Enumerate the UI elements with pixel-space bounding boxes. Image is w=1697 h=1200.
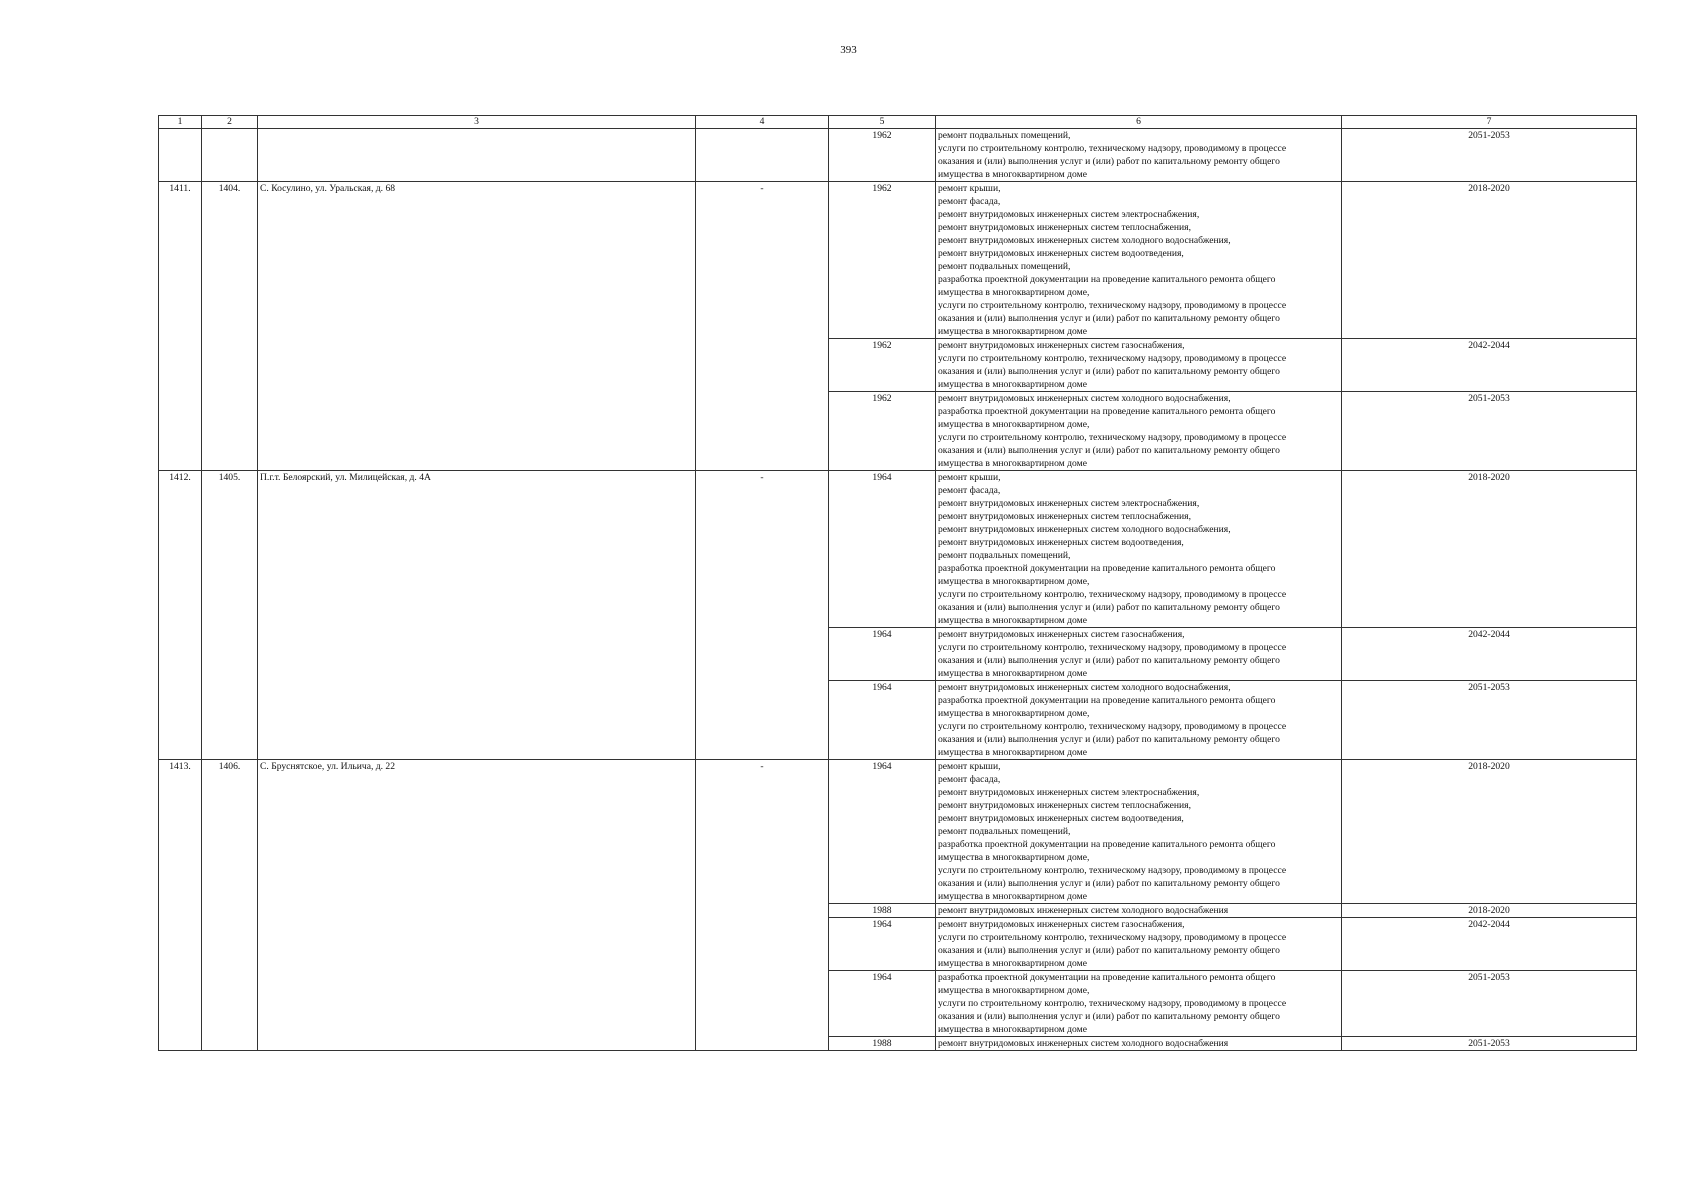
work-item: имущества в многоквартирном доме xyxy=(938,747,1087,758)
works-cell xyxy=(936,392,1342,471)
work-item: разработка проектной документации на проведение капитального ремонта общего xyxy=(938,563,1276,574)
column-header: 1 xyxy=(159,116,202,129)
period-cell: 2042-2044 xyxy=(1342,918,1637,971)
work-item: оказания и (или) выполнения услуг и (или) работ по капитальному ремонту общего xyxy=(938,366,1280,377)
year-cell: 1964 xyxy=(829,760,936,904)
column-4-cell: - xyxy=(696,182,829,471)
year-cell: 1988 xyxy=(829,904,936,918)
work-item: ремонт подвальных помещений, xyxy=(938,826,1071,837)
year-cell: 1964 xyxy=(829,918,936,971)
year-cell: 1964 xyxy=(829,628,936,681)
column-header: 7 xyxy=(1342,116,1637,129)
works-cell xyxy=(936,628,1342,681)
work-item: имущества в многоквартирном доме, xyxy=(938,419,1090,430)
works-cell xyxy=(936,1037,1342,1051)
address-cell: С. Бруснятское, ул. Ильича, д. 22 xyxy=(258,760,696,1051)
row-number-cell: 1413. xyxy=(159,760,202,1051)
works-cell xyxy=(936,129,1342,182)
works-cell xyxy=(936,339,1342,392)
column-4-cell: - xyxy=(696,760,829,1051)
work-item: оказания и (или) выполнения услуг и (или) работ по капитальному ремонту общего xyxy=(938,734,1280,745)
object-id-cell: 1404. xyxy=(202,182,258,471)
work-item: имущества в многоквартирном доме xyxy=(938,668,1087,679)
work-item: разработка проектной документации на проведение капитального ремонта общего xyxy=(938,274,1276,285)
work-item: имущества в многоквартирном доме, xyxy=(938,287,1090,298)
work-item: ремонт внутридомовых инженерных систем теплоснабжения, xyxy=(938,800,1191,811)
work-item: ремонт внутридомовых инженерных систем газоснабжения, xyxy=(938,340,1185,351)
column-header: 6 xyxy=(936,116,1342,129)
year-cell: 1962 xyxy=(829,339,936,392)
work-item: оказания и (или) выполнения услуг и (или) работ по капитальному ремонту общего xyxy=(938,313,1280,324)
row-number-cell: 1411. xyxy=(159,182,202,471)
year-cell: 1962 xyxy=(829,392,936,471)
row-number-cell xyxy=(159,129,202,182)
work-item: разработка проектной документации на проведение капитального ремонта общего xyxy=(938,972,1276,983)
year-cell: 1962 xyxy=(829,182,936,339)
works-cell xyxy=(936,971,1342,1037)
work-item: имущества в многоквартирном доме xyxy=(938,958,1087,969)
work-item: ремонт внутридомовых инженерных систем электроснабжения, xyxy=(938,209,1200,220)
work-item: услуги по строительному контролю, техническому надзору, проводимому в процессе xyxy=(938,865,1287,876)
work-item: услуги по строительному контролю, техническому надзору, проводимому в процессе xyxy=(938,721,1287,732)
year-cell: 1988 xyxy=(829,1037,936,1051)
work-item: имущества в многоквартирном доме xyxy=(938,326,1087,337)
work-item: оказания и (или) выполнения услуг и (или) работ по капитальному ремонту общего xyxy=(938,1011,1280,1022)
column-number-row xyxy=(159,116,1637,129)
object-id-cell: 1405. xyxy=(202,471,258,760)
period-cell: 2042-2044 xyxy=(1342,339,1637,392)
work-item: оказания и (или) выполнения услуг и (или) работ по капитальному ремонту общего xyxy=(938,445,1280,456)
work-item: оказания и (или) выполнения услуг и (или) работ по капитальному ремонту общего xyxy=(938,156,1280,167)
period-cell: 2018-2020 xyxy=(1342,471,1637,628)
work-item: имущества в многоквартирном доме, xyxy=(938,852,1090,863)
work-item: оказания и (или) выполнения услуг и (или) работ по капитальному ремонту общего xyxy=(938,602,1280,613)
year-cell: 1964 xyxy=(829,471,936,628)
work-item: услуги по строительному контролю, техническому надзору, проводимому в процессе xyxy=(938,300,1287,311)
row-number-cell: 1412. xyxy=(159,471,202,760)
works-cell xyxy=(936,681,1342,760)
work-item: ремонт внутридомовых инженерных систем электроснабжения, xyxy=(938,787,1200,798)
year-cell: 1962 xyxy=(829,129,936,182)
work-item: ремонт внутридомовых инженерных систем водоотведения, xyxy=(938,537,1184,548)
column-header: 3 xyxy=(258,116,696,129)
period-cell: 2051-2053 xyxy=(1342,392,1637,471)
period-cell: 2051-2053 xyxy=(1342,971,1637,1037)
period-cell: 2018-2020 xyxy=(1342,904,1637,918)
work-item: оказания и (или) выполнения услуг и (или) работ по капитальному ремонту общего xyxy=(938,878,1280,889)
work-item: ремонт фасада, xyxy=(938,485,1001,496)
work-item: имущества в многоквартирном доме xyxy=(938,458,1087,469)
work-item: ремонт внутридомовых инженерных систем холодного водоснабжения, xyxy=(938,524,1231,535)
work-item: ремонт крыши, xyxy=(938,183,1001,194)
work-item: имущества в многоквартирном доме, xyxy=(938,708,1090,719)
period-cell: 2018-2020 xyxy=(1342,182,1637,339)
table-row xyxy=(159,182,1637,339)
work-item: ремонт крыши, xyxy=(938,761,1001,772)
work-item: ремонт крыши, xyxy=(938,472,1001,483)
work-item: ремонт подвальных помещений, xyxy=(938,261,1071,272)
work-item: услуги по строительному контролю, техническому надзору, проводимому в процессе xyxy=(938,589,1287,600)
work-item: ремонт фасада, xyxy=(938,196,1001,207)
work-item: услуги по строительному контролю, техническому надзору, проводимому в процессе xyxy=(938,642,1287,653)
column-4-cell xyxy=(696,129,829,182)
table-row xyxy=(159,760,1637,904)
page-number: 393 xyxy=(840,44,857,56)
work-item: ремонт фасада, xyxy=(938,774,1001,785)
work-item: ремонт внутридомовых инженерных систем холодного водоснабжения, xyxy=(938,393,1231,404)
period-cell: 2051-2053 xyxy=(1342,129,1637,182)
year-cell: 1964 xyxy=(829,681,936,760)
works-cell xyxy=(936,904,1342,918)
work-item: ремонт внутридомовых инженерных систем водоотведения, xyxy=(938,813,1184,824)
work-item: ремонт внутридомовых инженерных систем теплоснабжения, xyxy=(938,222,1191,233)
work-item: услуги по строительному контролю, техническому надзору, проводимому в процессе xyxy=(938,432,1287,443)
work-item: услуги по строительному контролю, техническому надзору, проводимому в процессе xyxy=(938,143,1287,154)
work-item: ремонт внутридомовых инженерных систем теплоснабжения, xyxy=(938,511,1191,522)
work-item: имущества в многоквартирном доме xyxy=(938,379,1087,390)
works-cell xyxy=(936,918,1342,971)
address-cell: П.г.т. Белоярский, ул. Милицейская, д. 4А xyxy=(258,471,696,760)
work-item: имущества в многоквартирном доме, xyxy=(938,985,1090,996)
work-item: ремонт внутридомовых инженерных систем газоснабжения, xyxy=(938,919,1185,930)
year-cell: 1964 xyxy=(829,971,936,1037)
work-item: услуги по строительному контролю, техническому надзору, проводимому в процессе xyxy=(938,932,1287,943)
works-cell xyxy=(936,471,1342,628)
work-item: услуги по строительному контролю, техническому надзору, проводимому в процессе xyxy=(938,353,1287,364)
work-item: имущества в многоквартирном доме xyxy=(938,169,1087,180)
column-header: 4 xyxy=(696,116,829,129)
capital-repair-table xyxy=(158,115,1637,1051)
work-item: разработка проектной документации на проведение капитального ремонта общего xyxy=(938,839,1276,850)
column-4-cell: - xyxy=(696,471,829,760)
object-id-cell xyxy=(202,129,258,182)
work-item: ремонт внутридомовых инженерных систем холодного водоснабжения xyxy=(938,905,1229,916)
address-cell xyxy=(258,129,696,182)
work-item: оказания и (или) выполнения услуг и (или) работ по капитальному ремонту общего xyxy=(938,655,1280,666)
work-item: услуги по строительному контролю, техническому надзору, проводимому в процессе xyxy=(938,998,1287,1009)
work-item: ремонт внутридомовых инженерных систем электроснабжения, xyxy=(938,498,1200,509)
works-cell xyxy=(936,182,1342,339)
work-item: ремонт внутридомовых инженерных систем холодного водоснабжения, xyxy=(938,235,1231,246)
work-item: имущества в многоквартирном доме xyxy=(938,1024,1087,1035)
object-id-cell: 1406. xyxy=(202,760,258,1051)
table-body xyxy=(159,129,1637,1051)
work-item: ремонт подвальных помещений, xyxy=(938,130,1071,141)
period-cell: 2018-2020 xyxy=(1342,760,1637,904)
table-row xyxy=(159,129,1637,182)
period-cell: 2042-2044 xyxy=(1342,628,1637,681)
works-cell xyxy=(936,760,1342,904)
work-item: имущества в многоквартирном доме, xyxy=(938,576,1090,587)
column-header: 2 xyxy=(202,116,258,129)
work-item: ремонт внутридомовых инженерных систем газоснабжения, xyxy=(938,629,1185,640)
work-item: имущества в многоквартирном доме xyxy=(938,891,1087,902)
work-item: ремонт внутридомовых инженерных систем холодного водоснабжения, xyxy=(938,682,1231,693)
work-item: разработка проектной документации на проведение капитального ремонта общего xyxy=(938,406,1276,417)
work-item: разработка проектной документации на проведение капитального ремонта общего xyxy=(938,695,1276,706)
work-item: имущества в многоквартирном доме xyxy=(938,615,1087,626)
column-header: 5 xyxy=(829,116,936,129)
work-item: оказания и (или) выполнения услуг и (или) работ по капитальному ремонту общего xyxy=(938,945,1280,956)
work-item: ремонт внутридомовых инженерных систем холодного водоснабжения xyxy=(938,1038,1229,1049)
table-row xyxy=(159,471,1637,628)
work-item: ремонт подвальных помещений, xyxy=(938,550,1071,561)
work-item: ремонт внутридомовых инженерных систем водоотведения, xyxy=(938,248,1184,259)
period-cell: 2051-2053 xyxy=(1342,1037,1637,1051)
period-cell: 2051-2053 xyxy=(1342,681,1637,760)
address-cell: С. Косулино, ул. Уральская, д. 68 xyxy=(258,182,696,471)
